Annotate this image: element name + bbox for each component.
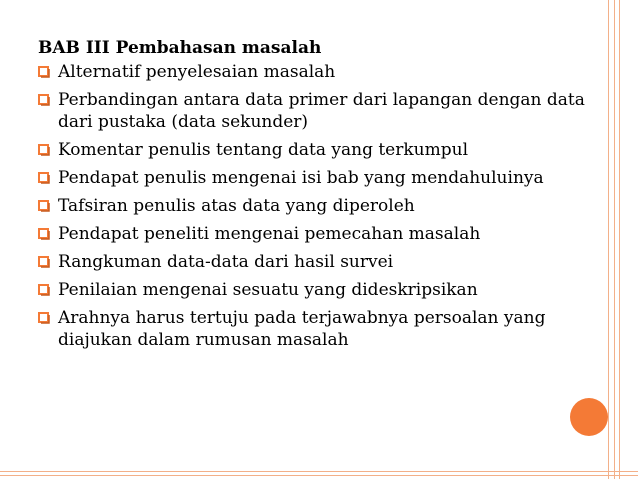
list-item-text: Rangkuman data-data dari hasil survei bbox=[58, 252, 394, 272]
list-item bbox=[38, 195, 598, 217]
list-item bbox=[38, 307, 598, 351]
hollow-square-bullet-icon bbox=[38, 94, 50, 106]
hollow-square-bullet-icon bbox=[38, 256, 50, 268]
hollow-square-bullet-icon bbox=[38, 284, 50, 296]
slide-title: BAB III Pembahasan masalah bbox=[38, 38, 322, 58]
list-item bbox=[38, 251, 598, 273]
frame-line-bottom-2 bbox=[0, 475, 638, 476]
orange-circle-icon bbox=[570, 398, 608, 436]
hollow-square-bullet-icon bbox=[38, 312, 50, 324]
list-item bbox=[38, 89, 598, 133]
slide-content bbox=[38, 37, 598, 357]
bullet-list bbox=[38, 61, 598, 351]
hollow-square-bullet-icon bbox=[38, 144, 50, 156]
frame-line-bottom-1 bbox=[0, 471, 638, 472]
list-item bbox=[38, 223, 598, 245]
list-item bbox=[38, 139, 598, 161]
list-item bbox=[38, 279, 598, 301]
hollow-square-bullet-icon bbox=[38, 66, 50, 78]
list-item-text: Pendapat peneliti mengenai pemecahan masalah bbox=[58, 224, 481, 244]
list-item bbox=[38, 167, 598, 189]
frame-line-right-3 bbox=[619, 0, 620, 479]
list-item-text: Komentar penulis tentang data yang terkumpul bbox=[58, 140, 469, 160]
list-item bbox=[38, 61, 598, 83]
list-item-text: Perbandingan antara data primer dari lapangan dengan data dari pustaka (data sekunder) bbox=[58, 90, 585, 132]
frame-line-right-2 bbox=[614, 0, 615, 479]
list-item-text: Arahnya harus tertuju pada terjawabnya persoalan yang diajukan dalam rumusan masalah bbox=[58, 308, 546, 350]
hollow-square-bullet-icon bbox=[38, 228, 50, 240]
list-item-text: Penilaian mengenai sesuatu yang dideskripsikan bbox=[58, 280, 478, 300]
hollow-square-bullet-icon bbox=[38, 172, 50, 184]
hollow-square-bullet-icon bbox=[38, 200, 50, 212]
list-item-text: Pendapat penulis mengenai isi bab yang mendahuluinya bbox=[58, 168, 544, 188]
list-item-text: Alternatif penyelesaian masalah bbox=[58, 62, 336, 82]
frame-line-right-1 bbox=[608, 0, 609, 479]
list-item-text: Tafsiran penulis atas data yang diperoleh bbox=[58, 196, 415, 216]
